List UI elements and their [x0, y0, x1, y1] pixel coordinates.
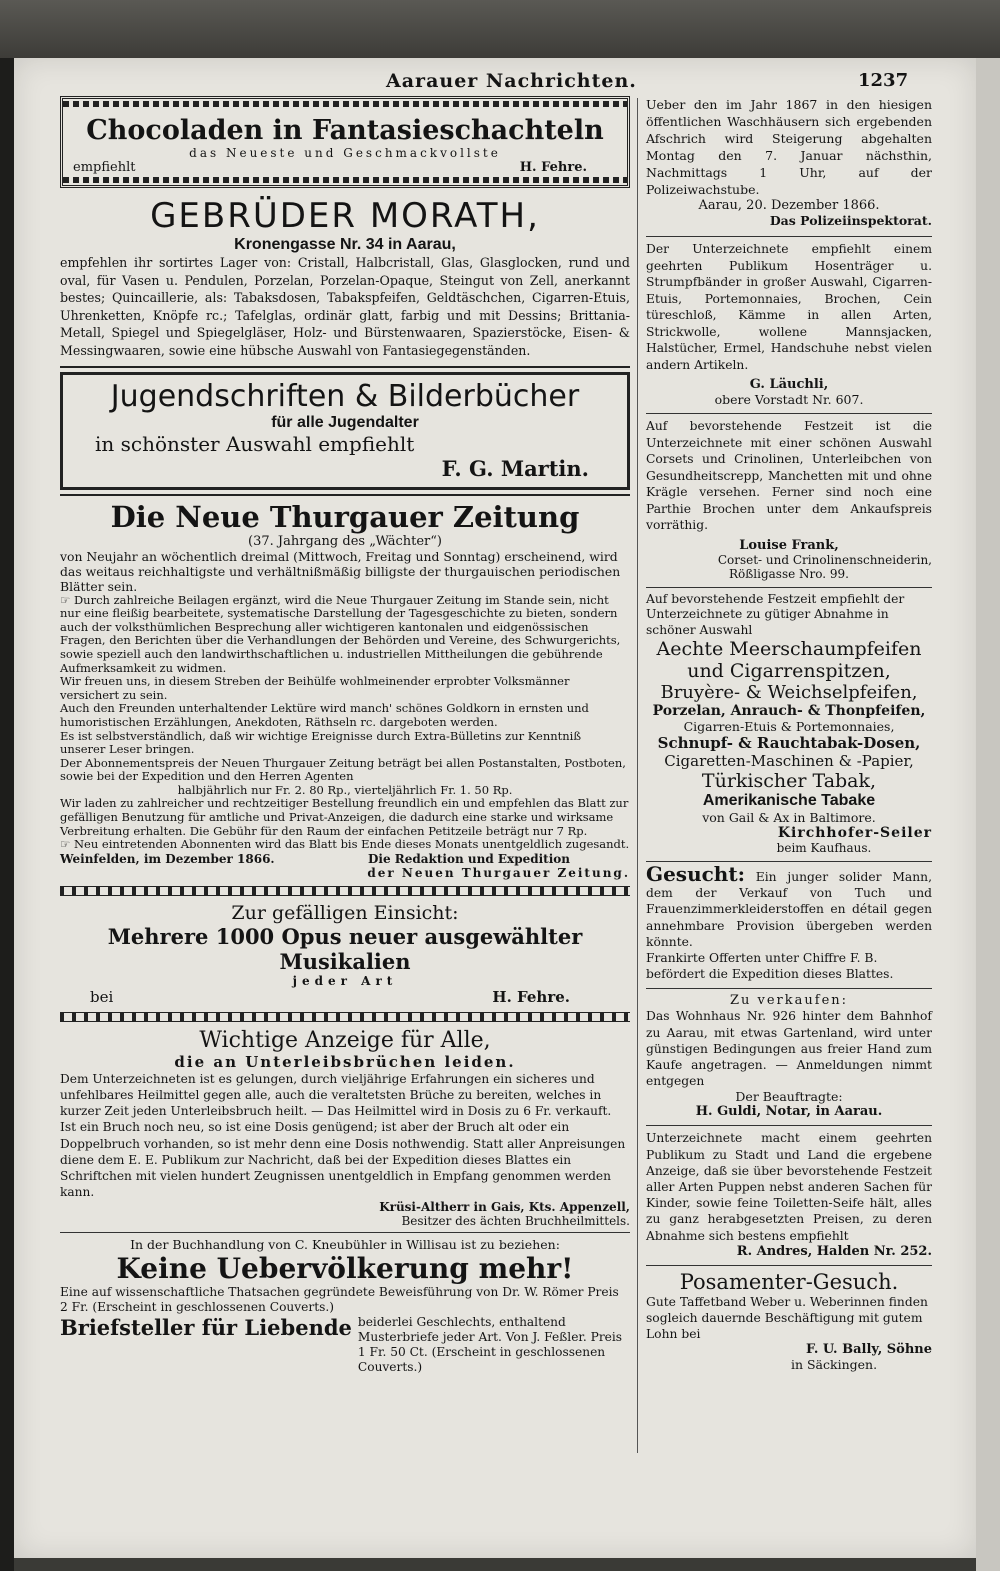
column-divider — [637, 98, 638, 1453]
right-column — [646, 96, 932, 1372]
kneu-intro: In der Buchhandlung von C. Kneubühler in Willisau ist zu beziehen: — [130, 1237, 560, 1253]
ad-morath-body: empfehlen ihr sortirtes Lager von: Cristall, Halbcristall, Glas, Glasglocken, rund und oval, für Vasen u. Pendulen, Porzelan, Porzelan-Opaque, Steingut von Zell, anerkannt bestes; Quincaillerie, als: Tabaksdosen, Tabakspfeifen, Geldtäschchen, Cigarren-Etuis, Uhrenketten, Knöpfe rc.; Tafelglas, ordinär glatt, farbig und mit Dessins; Brittania-Metall, Spiegel und Spiegelgläser, Holz- und Bürstenwaaren, Spazierstöcke, Eisen- & Messingwaaren, sowie eine hübsche Auswahl von Fantasiegegenständen. — [60, 255, 630, 358]
kneu-title: Keine Uebervölkerung mehr! — [116, 1252, 574, 1286]
thurgau-p1: von Neujahr an wöchentlich dreimal (Mittwoch, Freitag und Sonntag) erscheinend, wird das weitaus reichhaltigste und verhältnißmäßig billigste der thurgauischen periodischen Blätter sein. — [60, 548, 621, 594]
thurgau-p8: Wir laden zu zahlreicher und rechtzeitiger Bestellung freundlich ein und empfehlen das Blatt zur gefälligen Benutzung für amtliche und Privat-Anzeigen, die dadurch eine starke und wirksame Verbreitung erhalten. Die Gebühr für den Raum der einfachen Petitzeile beträgt nur 7 Rp. — [60, 796, 629, 838]
musik-bei: bei — [90, 987, 114, 1006]
bruch-title: Wichtige Anzeige für Alle, — [199, 1027, 491, 1053]
rule — [646, 1265, 932, 1266]
ad-jugend-seller: F. G. Martin. — [441, 455, 589, 481]
page-header-title: Aarauer Nachrichten. — [386, 70, 637, 92]
ad-gesucht — [646, 862, 932, 982]
verkauf-sig: H. Guldi, Notar, in Aarau. — [695, 1104, 883, 1120]
bruch-body: Dem Unterzeichneten ist es gelungen, durch vieljährige Erfahrungen ein sicheres und unfehlbares Heilmittel gegen alle, auch die veraltetsten Brüche zu bereiten, welches in kurzer Zeit jeden Unterleibsbruch heilt. — Das Heilmittel wird in Dosis zu 6 Fr. verkauft. Ist ein Bruch noch neu, so ist eine Dosis genügend; ist aber der Bruch alt oder ein Doppelbruch vorhanden, so ist mehr denn eine Dosis nothwendig. Statt aller Anpreisungen diene dem E. E. Publikum zur Nachricht, daß bei der Expedition dieses Blattes ein Schriftchen mit vielen hundert Zeugnissen unentgeldlich in Empfang genommen werden kann. — [60, 1071, 626, 1200]
posament-head: Posamenter-Gesuch. — [679, 1269, 899, 1294]
thurgau-p5: Es ist selbstverständlich, daß wir wichtige Ereignisse durch Extra-Bülletins zur Kenntniß unserer Leser bringen. — [60, 728, 582, 757]
musik-line2: Mehrere 1000 Opus neuer ausgewählter Musikalien — [107, 923, 583, 974]
kirchhofer-l7: Cigaretten-Maschinen & -Papier, — [664, 752, 914, 770]
rule — [646, 988, 932, 989]
rule — [60, 494, 630, 496]
kirchhofer-intro: Auf bevorstehende Festzeit empfiehlt der Unterzeichnete zu gütiger Abnahme in schöner Auswahl — [646, 591, 905, 637]
ad-kneubuehler — [60, 1237, 630, 1375]
bruch-sub: die an Unterleibsbrüchen leiden. — [174, 1052, 516, 1071]
thurgau-year: (37. Jahrgang des „Wächter“) — [248, 533, 442, 549]
ad-morath — [60, 196, 630, 360]
rule — [646, 236, 932, 237]
ad-andres — [646, 1130, 932, 1258]
laeuchli-sig1: G. Läuchli, — [749, 377, 829, 392]
musik-seller: H. Fehre. — [492, 987, 570, 1006]
rule — [60, 1232, 630, 1233]
kirchhofer-l10: von Gail & Ax in Baltimore. — [702, 810, 876, 825]
scan-right-edge — [976, 58, 1000, 1571]
rule — [646, 1125, 932, 1126]
steigerung-body: Ueber den im Jahr 1867 in den hiesigen öffentlichen Waschhäusern sich ergebenden Afschrich wird Steigerung abgehalten Montag den 7. Januar nächsthin, Nachmittags 1 Uhr, auf der Polizeiwachstube. — [646, 97, 932, 197]
ad-frank — [646, 418, 932, 581]
kirchhofer-l6: Schnupf- & Rauchtabak-Dosen, — [657, 734, 921, 752]
kirchhofer-sig2: beim Kaufhaus. — [776, 841, 872, 855]
ad-laeuchli — [646, 241, 932, 407]
posament-sig2: in Säckingen. — [790, 1357, 878, 1373]
rule — [646, 413, 932, 414]
ad-chocolate-sub: das Neueste und Geschmackvollste — [189, 146, 501, 160]
laeuchli-sig2: obere Vorstadt Nr. 607. — [714, 392, 864, 407]
ad-chocolate — [60, 96, 630, 188]
kneu-body2: beiderlei Geschlechts, enthaltend Musterbriefe jeder Art. Von J. Feßler. Preis 1 Fr. 50 Ct. (Erscheint in geschlossenen Couverts.) — [357, 1315, 623, 1375]
page-number: 1237 — [858, 70, 909, 91]
kirchhofer-l8: Türkischer Tabak, — [701, 770, 877, 792]
ornament-border — [60, 1012, 630, 1022]
andres-body: Unterzeichnete macht einem geehrten Publikum zu Stadt und Land die ergebene Anzeige, daß sie über bevorstehende Festzeit aller Arten Puppen nebst anderen Sachen für Kinder, sowie feine Toiletten-Seife hält, alles zu ganz herabgesetzten Preisen, zu deren Abnahme sich bestens empfiehlt — [646, 1131, 932, 1243]
thurgau-p2: ☞ Durch zahlreiche Beilagen ergänzt, wird die Neue Thurgauer Zeitung im Stande sein, nicht nur eine fleißig bearbeitete, systematische Darstellung der Tagesgeschichte zu bieten, sondern auch der volksthümlichen Besprechung aller wichtigeren kantonalen und eidgenössischen Fragen, den Berichten über die Verhandlungen der Behörden und Vereine, des Schwurgerichts, sowie speziell auch den landwirthschaftlichen u. industriellen Mittheilungen die gebührende Aufmerksamkeit zu widmen. — [60, 592, 621, 675]
ad-morath-title: GEBRÜDER MORATH, — [150, 196, 540, 236]
ad-jugend-line2: in schönster Auswahl empfiehlt — [95, 431, 415, 456]
ad-steigerung — [646, 96, 932, 228]
kirchhofer-l5: Cigarren-Etuis & Portemonnaies, — [683, 719, 895, 734]
laeuchli-body: Der Unterzeichnete empfiehlt einem geehrten Publikum Hosenträger u. Strumpfbänder in großer Auswahl, Cigarren-Etuis, Portemonnaies, Brochen, Cein türeschloß, Kämme in allen Arten, Strickwolle, wollene Mannsjacken, Halstücher, Ermel, Handschuhe nebst vielen andern Artikeln. — [646, 242, 932, 372]
bruch-sig2: Besitzer des ächten Bruchheilmittels. — [401, 1214, 630, 1229]
ad-chocolate-recommends: empfiehlt — [73, 160, 136, 175]
thurgau-title: Die Neue Thurgauer Zeitung — [110, 499, 580, 534]
andres-sig: R. Andres, Halden Nr. 252. — [736, 1243, 932, 1259]
ad-zu-verkaufen — [646, 993, 932, 1119]
left-column — [60, 96, 630, 1375]
ad-jugendschriften — [60, 372, 630, 490]
kirchhofer-l9: Amerikanische Tabake — [702, 792, 876, 809]
bruch-sig1: Krüsi-Altherr in Gais, Kts. Appenzell, — [379, 1200, 630, 1215]
rule — [60, 366, 630, 368]
thurgau-p3: Wir freuen uns, in diesem Streben der Beihülfe wohlmeinender erprobter Volksmänner versichert zu sein. — [60, 674, 570, 702]
verkauf-l1: Der Beauftragte: — [735, 1089, 843, 1105]
ad-musikalien — [60, 902, 630, 1006]
gesucht-body: Ein junger solider Mann, dem der Verkauf von Tuch und Frauenzimmerkleiderstoffen en détail gegen annehmbare Provision übergeben werden könnte. — [646, 870, 932, 949]
kirchhofer-l1: Aechte Meerschaumpfeifen — [656, 638, 922, 660]
thurgau-place: Weinfelden, im Dezember 1866. — [60, 851, 275, 866]
frank-sig3: Rößligasse Nro. 99. — [729, 566, 849, 581]
ad-thurgauer-zeitung — [60, 500, 630, 880]
scan-top-band — [0, 0, 1000, 60]
thurgau-sig1: Die Redaktion und Expedition — [368, 851, 570, 866]
ad-posamenter — [646, 1270, 932, 1373]
steigerung-sig: Das Polizeiinspektorat. — [769, 213, 932, 228]
ad-chocolate-seller: H. Fehre. — [519, 160, 587, 175]
ad-bruchheilmittel — [60, 1028, 630, 1229]
kirchhofer-sig1: Kirchhofer-Seiler — [777, 825, 932, 841]
kirchhofer-l3: Bruyère- & Weichselpfeifen, — [660, 682, 918, 703]
gesucht-text — [646, 862, 932, 950]
kirchhofer-l2: und Cigarrenspitzen, — [687, 660, 891, 682]
kneu-body1: Eine auf wissenschaftliche Thatsachen gegründete Beweisführung von Dr. W. Römer Preis 2 Fr. (Erscheint in geschlossenen Couverts.) — [60, 1285, 619, 1315]
musik-line3: jeder Art — [292, 973, 398, 988]
ornament-border — [63, 177, 627, 183]
thurgau-p7: halbjährlich nur Fr. 2. 80 Rp., vierteljährlich Fr. 1. 50 Rp. — [177, 782, 513, 797]
scan-left-edge — [0, 58, 14, 1571]
thurgau-p9: ☞ Neu eintretenden Abonnenten wird das Blatt bis Ende dieses Monats unentgeldlich zugesandt. — [60, 837, 630, 852]
musik-line1: Zur gefälligen Einsicht: — [231, 901, 459, 924]
thurgau-p4: Auch den Freunden unterhaltender Lektüre wird manch' schönes Goldkorn in ernsten und humoristischen Erzählungen, Anekdoten, Räthseln rc. dargeboten werden. — [60, 701, 589, 729]
rule — [646, 587, 932, 588]
ornament-border — [63, 101, 627, 107]
gesucht-body2: Frankirte Offerten unter Chiffre F. B. befördert die Expedition dieses Blattes. — [646, 951, 894, 982]
verkauf-head: Zu verkaufen: — [729, 993, 849, 1009]
frank-body: Auf bevorstehende Festzeit ist die Unterzeichnete mit einer schönen Auswahl Corsets und Crinolinen, Unterleibchen von Gesundheitscrepp, Manchetten mit und ohne Krägle versehen. Ferner sind noch eine Parthie Brochen unter dem Ankaufspreis vorräthig. — [646, 419, 932, 532]
posament-body: Gute Taffetband Weber u. Weberinnen finden sogleich dauernde Beschäftigung mit gutem Lohn bei — [646, 1294, 928, 1342]
posament-sig1: F. U. Bally, Söhne — [805, 1342, 932, 1358]
verkauf-body: Das Wohnhaus Nr. 926 hinter dem Bahnhof zu Aarau, mit etwas Gartenland, wird unter günstigen Bedingungen aus freier Hand zum Kaufe angetragen. — Anmeldungen nimmt entgegen — [646, 1009, 932, 1089]
ad-kirchhofer — [646, 592, 932, 856]
frank-sig2: Corset- und Crinolinenschneiderin, — [717, 552, 932, 567]
ad-jugend-title: Jugendschriften & Bilderbücher — [110, 378, 580, 414]
kneu-title2: Briefsteller für Liebende — [60, 1315, 352, 1341]
steigerung-date: Aarau, 20. Dezember 1866. — [698, 198, 880, 213]
ornament-border — [60, 886, 630, 896]
ad-chocolate-title: Chocoladen in Fantasieschachteln — [86, 115, 604, 146]
thurgau-sig2: der Neuen Thurgauer Zeitung. — [367, 865, 630, 880]
frank-sig1: Louise Frank, — [739, 537, 839, 553]
ad-morath-address: Kronengasse Nr. 34 in Aarau, — [234, 236, 456, 253]
gesucht-head: Gesucht: — [646, 862, 745, 886]
ad-jugend-line1: für alle Jugendalter — [271, 413, 419, 431]
kirchhofer-l4: Porzelan, Anrauch- & Thonpfeifen, — [652, 703, 926, 719]
thurgau-p6: Der Abonnementspreis der Neuen Thurgauer Zeitung beträgt bei allen Postanstalten, Postboten, sowie bei der Expedition und den Herren Agenten — [60, 755, 626, 784]
